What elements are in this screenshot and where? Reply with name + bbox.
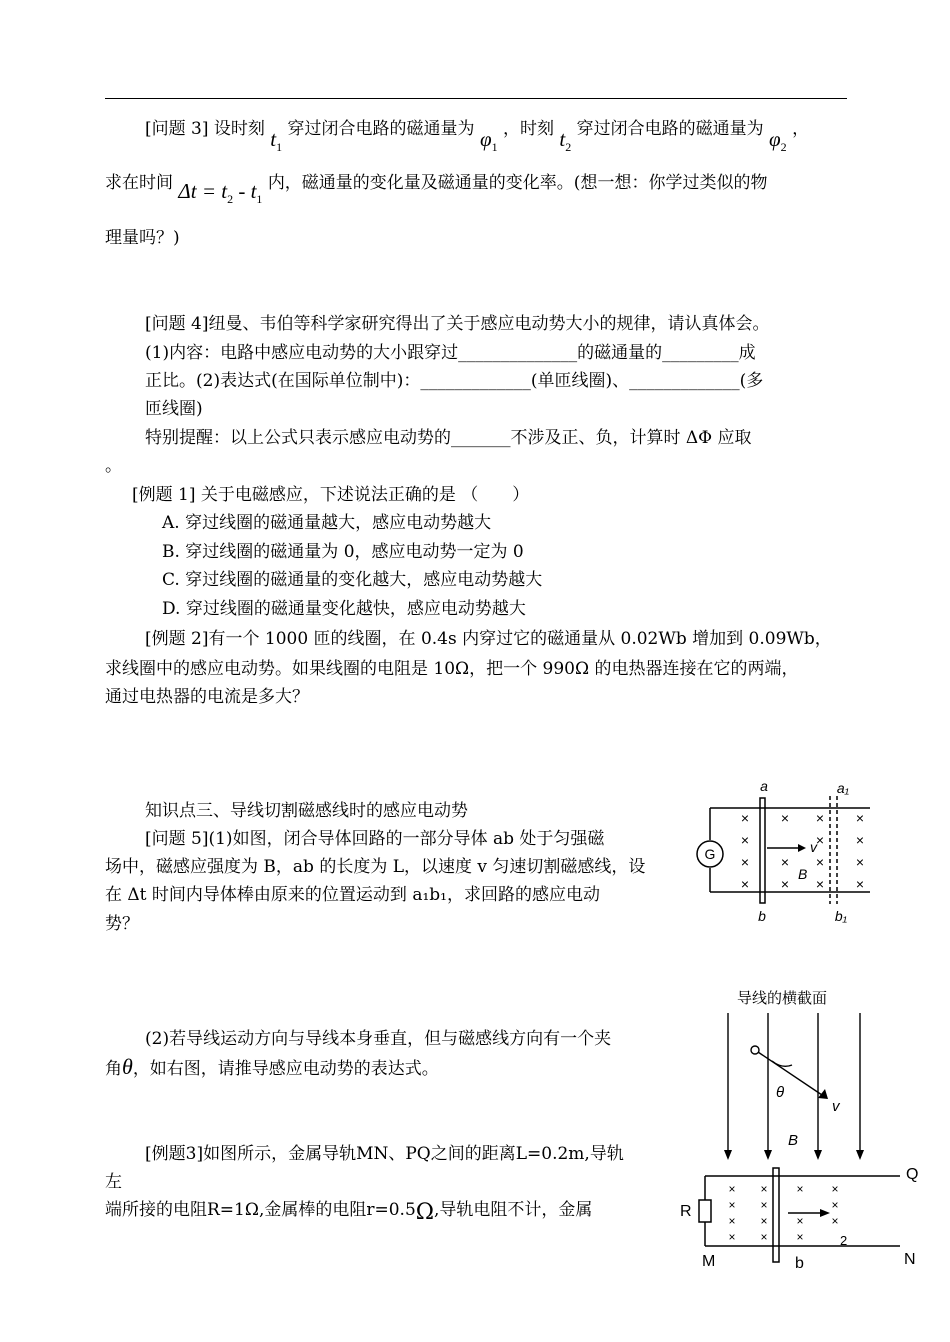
wire-cross-section bbox=[751, 1046, 759, 1054]
ex1-option-d: D. 穿过线圈的磁通量变化越快，感应电动势越大 bbox=[162, 599, 526, 619]
svg-text:×: × bbox=[796, 1214, 804, 1228]
svg-text:×: × bbox=[796, 1230, 804, 1244]
q4-line1: [问题 4]纽曼、韦伯等科学家研究得出了关于感应电动势大小的规律，请认真体会。 bbox=[145, 314, 770, 334]
svg-text:×: × bbox=[780, 810, 790, 826]
q4-line3: 正比。(2)表达式(在国际单位制中)：_____________(单匝线圈)、_____________(多 bbox=[145, 371, 764, 391]
svg-text:×: × bbox=[740, 810, 750, 826]
label-a: a bbox=[760, 778, 768, 794]
svg-text:×: × bbox=[728, 1182, 736, 1196]
label-R: R bbox=[680, 1203, 692, 1220]
label-b: b bbox=[758, 908, 766, 924]
k3-q5-line4: 势？ bbox=[105, 914, 139, 934]
q4-line4: 匝线圈) bbox=[145, 399, 203, 419]
svg-text:×: × bbox=[728, 1230, 736, 1244]
svg-text:×: × bbox=[760, 1198, 768, 1212]
svg-text:×: × bbox=[740, 832, 750, 848]
q4-line6: 。 bbox=[105, 456, 122, 476]
svg-text:×: × bbox=[796, 1182, 804, 1196]
galvanometer-label: G bbox=[704, 846, 716, 862]
svg-text:×: × bbox=[728, 1198, 736, 1212]
label-v: v bbox=[810, 839, 817, 855]
k3-part2-line1: (2)若导线运动方向与导线本身垂直，但与磁感线方向有一个夹 bbox=[145, 1029, 612, 1049]
label-B2: B bbox=[788, 1132, 799, 1149]
svg-text:×: × bbox=[740, 854, 750, 870]
ex3-line3: 端所接的电阻R=1Ω,金属棒的电阻r=0.5Ω,导轨电阻不计，金属 bbox=[105, 1200, 593, 1225]
label-M: M bbox=[702, 1253, 716, 1270]
label-a1: a₁ bbox=[836, 780, 850, 796]
ex1-option-c: C. 穿过线圈的磁通量的变化越大，感应电动势越大 bbox=[162, 570, 543, 590]
svg-text:×: × bbox=[855, 832, 865, 848]
label-Q: Q bbox=[906, 1166, 919, 1183]
svg-text:×: × bbox=[855, 876, 865, 892]
svg-text:×: × bbox=[780, 854, 790, 870]
label-2: 2 bbox=[840, 1233, 848, 1248]
svg-text:×: × bbox=[831, 1182, 839, 1196]
svg-text:×: × bbox=[728, 1214, 736, 1228]
ex2-line1: [例题 2]有一个 1000 匝的线圈，在 0.4s 内穿过它的磁通量从 0.02Wb 增加到 0.09Wb， bbox=[145, 629, 832, 649]
ex3-line2: 左 bbox=[105, 1172, 122, 1192]
rod-b bbox=[773, 1168, 779, 1262]
svg-text:×: × bbox=[815, 810, 825, 826]
q4-line5: 特别提醒：以上公式只表示感应电动势的_______不涉及正、负，计算时 ΔΦ 应取 bbox=[145, 428, 752, 448]
svg-text:×: × bbox=[760, 1214, 768, 1228]
svg-text:×: × bbox=[760, 1230, 768, 1244]
label-B: B bbox=[798, 866, 808, 882]
svg-text:×: × bbox=[815, 832, 825, 848]
k3-title: 知识点三、导线切割磁感线时的感应电动势 bbox=[145, 801, 468, 821]
ex1-option-b: B. 穿过线圈的磁通量为 0，感应电动势一定为 0 bbox=[162, 542, 524, 562]
k3-part2-line2: 角θ，如右图，请推导感应电动势的表达式。 bbox=[105, 1054, 439, 1079]
cross-section-title: 导线的横截面 bbox=[736, 990, 828, 1007]
figure-cross-section bbox=[700, 985, 880, 1170]
k3-q5-line3: 在 Δt 时间内导体棒由原来的位置运动到 a₁b₁，求回路的感应电动 bbox=[105, 885, 600, 905]
q3-line3: 理量吗？) bbox=[105, 228, 180, 248]
ex1-option-a: A. 穿过线圈的磁通量越大，感应电动势越大 bbox=[162, 513, 492, 533]
ex3-line1: [例题3]如图所示，金属导轨MN、PQ之间的距离L=0.2m,导轨 bbox=[145, 1144, 624, 1164]
svg-text:×: × bbox=[855, 810, 865, 826]
svg-text:×: × bbox=[740, 876, 750, 892]
header-rule bbox=[105, 98, 847, 99]
figure-rod-circuit bbox=[680, 778, 875, 928]
resistor-R bbox=[699, 1200, 711, 1222]
ex2-line2: 求线圈中的感应电动势。如果线圈的电阻是 10Ω，把一个 990Ω 的电热器连接在它的两端， bbox=[105, 659, 799, 679]
label-N: N bbox=[904, 1251, 916, 1268]
figure-rails bbox=[670, 1160, 930, 1280]
label-v2: v bbox=[832, 1098, 840, 1115]
rod-ab bbox=[760, 798, 765, 903]
label-b1: b₁ bbox=[834, 908, 848, 924]
q3-line1: [问题 3] 设时刻 $t_1$ 穿过闭合电路的磁通量为 $\varphi_1$ ，时刻 $t_2$ 穿过闭合电路的磁通量为 $\varphi_2$ ， bbox=[145, 119, 810, 155]
ex1-stem: [例题 1] 关于电磁感应，下述说法正确的是 （ ） bbox=[132, 485, 530, 505]
svg-text:×: × bbox=[855, 854, 865, 870]
q4-line2: (1)内容：电路中感应电动势的大小跟穿过______________的磁通量的_________成 bbox=[145, 343, 756, 363]
svg-text:×: × bbox=[815, 876, 825, 892]
q3-line2: 求在时间 $\Delta t = t_2 - t_1$ 内，磁通量的变化量及磁通量的变化率。(想一想：你学过类似的物 bbox=[105, 173, 768, 207]
svg-text:×: × bbox=[815, 854, 825, 870]
label-theta: θ bbox=[776, 1084, 785, 1101]
k3-q5-line1: [问题 5](1)如图，闭合导体回路的一部分导体 ab 处于匀强磁 bbox=[145, 829, 605, 849]
svg-text:×: × bbox=[760, 1182, 768, 1196]
k3-q5-line2: 场中，磁感应强度为 B，ab 的长度为 L，以速度 v 匀速切割磁感线，设 bbox=[105, 857, 646, 877]
svg-text:×: × bbox=[780, 876, 790, 892]
ex2-line3: 通过电热器的电流是多大？ bbox=[105, 687, 309, 707]
svg-text:×: × bbox=[831, 1198, 839, 1212]
velocity-v bbox=[755, 1050, 822, 1095]
svg-text:×: × bbox=[831, 1214, 839, 1228]
label-b3: b bbox=[795, 1255, 804, 1272]
